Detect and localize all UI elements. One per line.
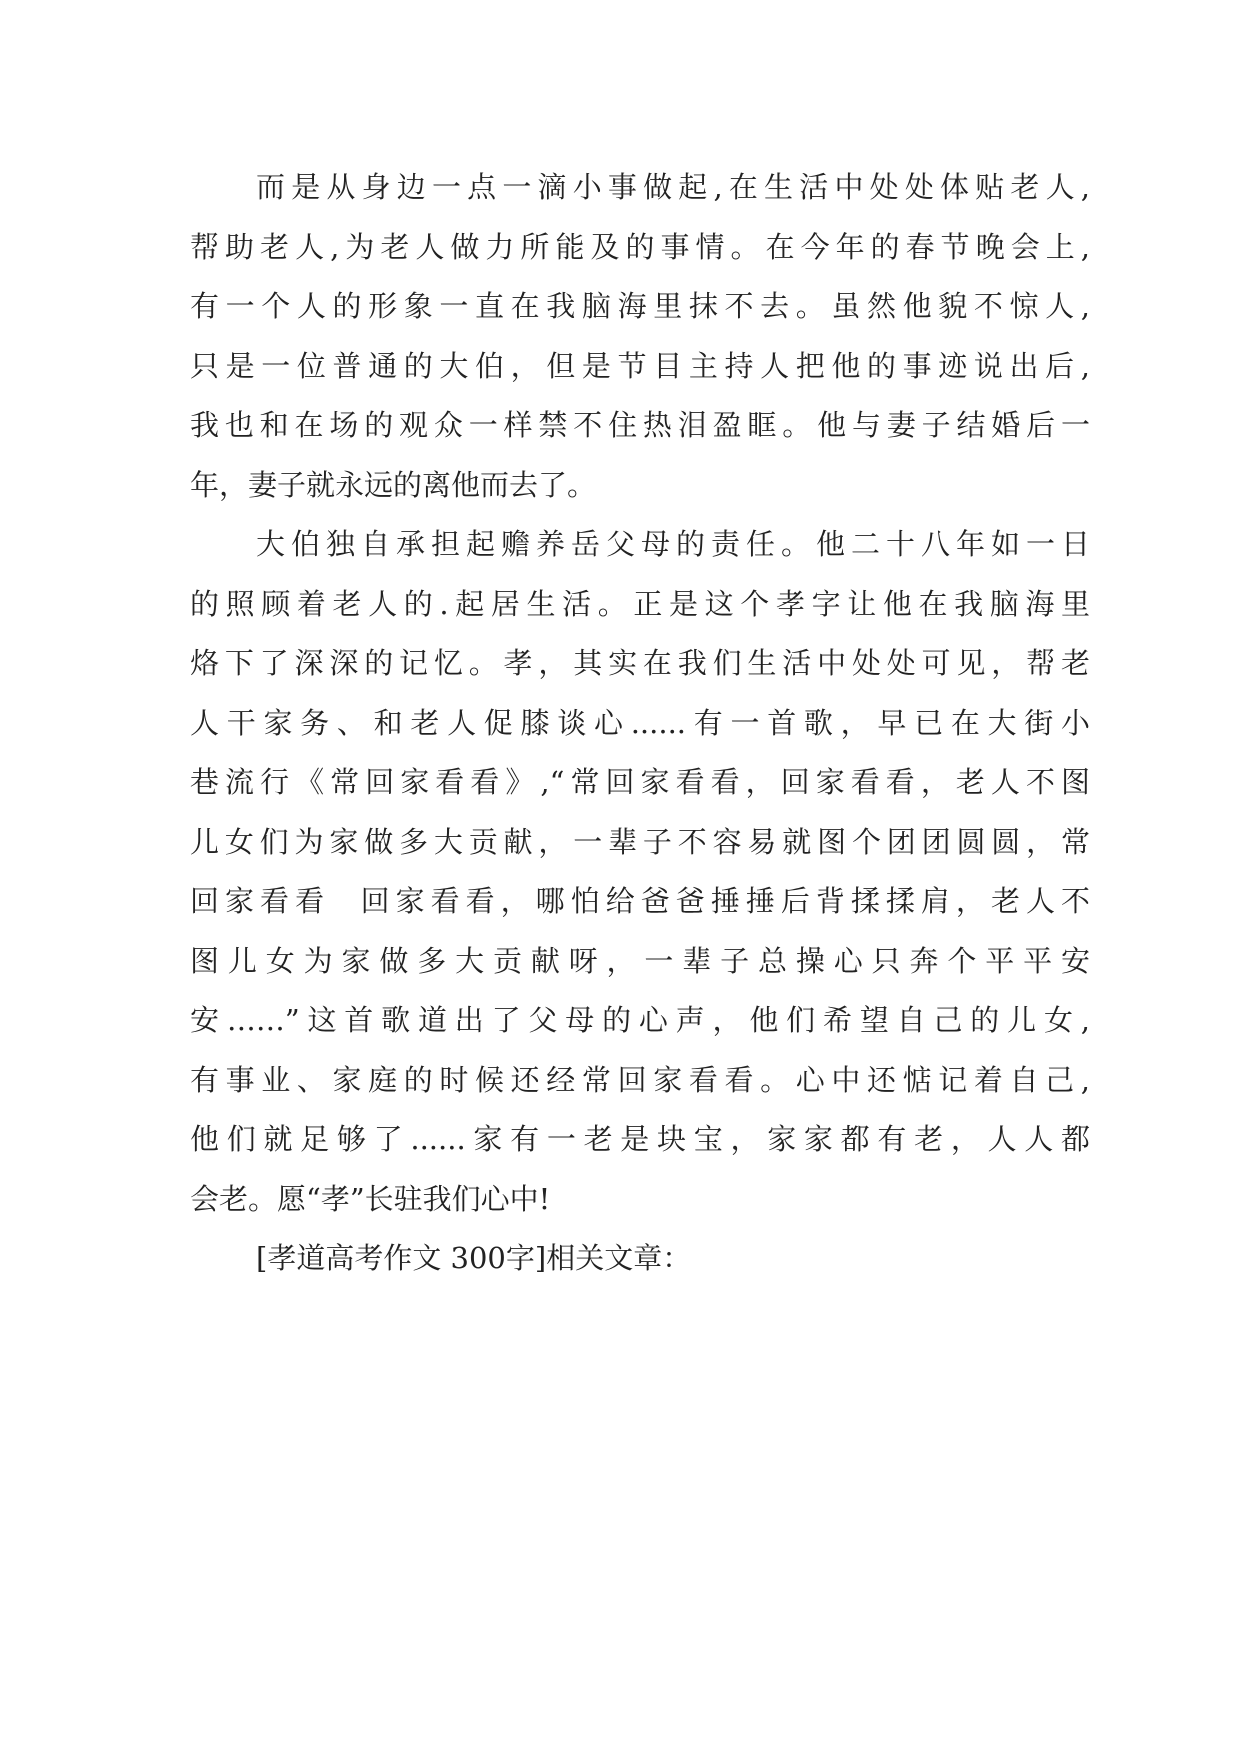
text-line-9: 烙下了深深的记忆。孝，其实在我们生活中处处可见，帮老: [190, 646, 1090, 680]
text-line-17: 他们就足够了......家有一老是块宝，家家都有老，人人都: [190, 1122, 1090, 1156]
text-line-18: 会老。愿“孝”长驻我们心中!: [190, 1181, 551, 1216]
text-line-3: 有一个人的形象一直在我脑海里抹不去。虽然他貌不惊人,: [190, 289, 1090, 323]
text-line-1: 而是从身边一点一滴小事做起,在生活中处处体贴老人,: [256, 170, 1090, 204]
text-line-11: 巷流行《常回家看看》,“常回家看看，回家看看，老人不图: [190, 765, 1090, 799]
text-line-7: 大伯独自承担起赡养岳父母的责任。他二十八年如一日: [256, 527, 1090, 561]
essay-body: [190, 158, 1090, 1289]
text-line-8: 的照顾着老人的.起居生活。正是这个孝字让他在我脑海里: [190, 586, 1090, 621]
text-line-2: 帮助老人,为老人做力所能及的事情。在今年的春节晚会上,: [190, 229, 1090, 264]
related-articles-heading: [孝道高考作文 300字]相关文章：: [256, 1241, 692, 1275]
text-line-6: 年，妻子就永远的离他而去了。: [190, 467, 597, 502]
text-line-4: 只是一位普通的大伯，但是节目主持人把他的事迹说出后,: [190, 348, 1090, 383]
text-line-12: 儿女们为家做多大贡献，一辈子不容易就图个团团圆圆，常: [190, 824, 1090, 859]
text-line-16: 有事业、家庭的时候还经常回家看看。心中还惦记着自己,: [190, 1062, 1090, 1097]
text-line-5: 我也和在场的观众一样禁不住热泪盈眶。他与妻子结婚后一: [190, 408, 1090, 442]
text-line-14: 图儿女为家做多大贡献呀，一辈子总操心只奔个平平安: [190, 943, 1090, 978]
text-line-10: 人干家务、和老人促膝谈心......有一首歌，早已在大街小: [190, 705, 1090, 740]
text-line-15: 安……”这首歌道出了父母的心声，他们希望自己的儿女,: [190, 1003, 1090, 1037]
text-line-13: 回家看看 回家看看，哪怕给爸爸捶捶后背揉揉肩，老人不: [190, 884, 1090, 918]
